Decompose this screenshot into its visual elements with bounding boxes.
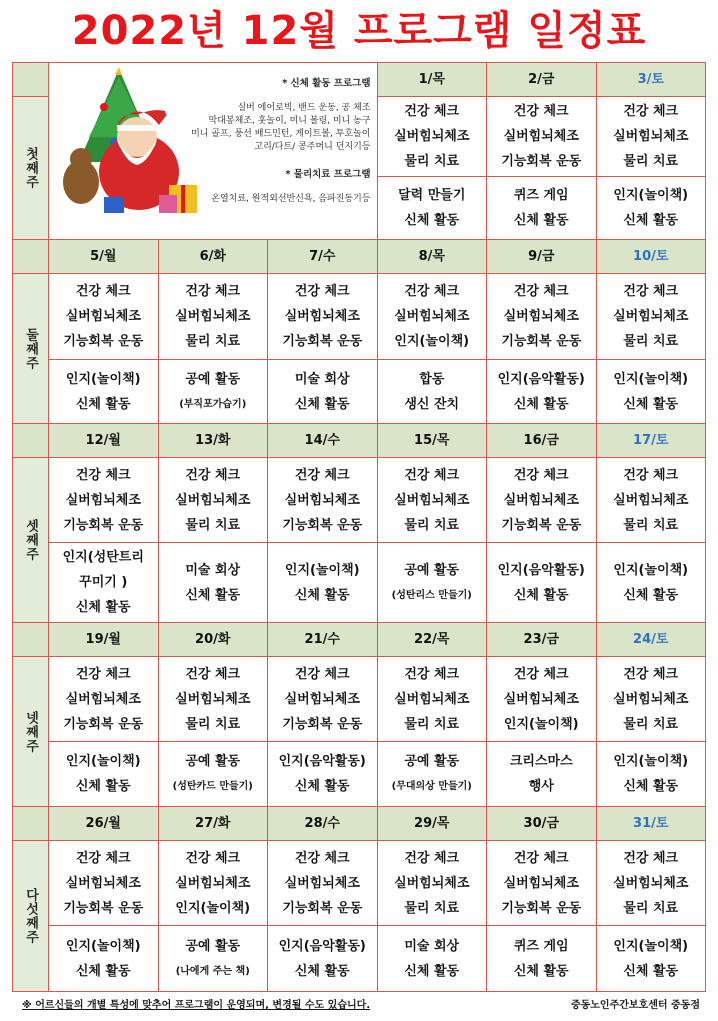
pm-item: 공예 활동	[185, 371, 241, 387]
am-item: 건강 체크	[513, 467, 569, 483]
pm-item: 신체 활동	[75, 600, 131, 615]
am-cell	[377, 657, 487, 742]
am-item: 건강 체크	[75, 467, 131, 483]
am-item: 건강 체크	[75, 666, 131, 682]
pm-item: 달력 만들기	[398, 188, 466, 203]
date-header: 22/목	[377, 623, 487, 657]
pm-item: 공예 활동	[185, 754, 241, 769]
week-label: 첫째주	[13, 97, 49, 240]
pm-cell	[49, 360, 159, 424]
am-cell	[49, 841, 159, 926]
pm-item: 인지(음악활동)	[278, 754, 366, 769]
pm-cell	[596, 177, 706, 240]
pm-cell	[596, 543, 706, 623]
am-cell	[49, 657, 159, 742]
am-item: 실버힘뇌체조	[175, 691, 251, 707]
pm-item: 공예 활동	[185, 938, 241, 954]
am-item: 실버힘뇌체조	[65, 691, 141, 707]
pm-item: (성탄리스 만들기)	[391, 589, 472, 601]
am-item: 실버힘뇌체조	[284, 875, 360, 891]
pm-item: 인지(음악활동)	[497, 371, 585, 387]
pm-cell	[49, 926, 159, 992]
footer-note: ※ 어르신들의 개별 특성에 맞추어 프로그램이 운영되며, 변경될 수도 있습니다.	[22, 1000, 371, 1011]
am-item: 건강 체크	[294, 467, 350, 483]
pm-item: 공예 활동	[404, 562, 460, 578]
date-header: 21/수	[268, 623, 378, 657]
am-item: 건강 체크	[294, 284, 350, 299]
am-item: 건강 체크	[75, 850, 131, 866]
am-item: 실버힘뇌체조	[175, 492, 251, 508]
am-item: 실버힘뇌체조	[613, 875, 689, 891]
am-item: 실버힘뇌체조	[284, 492, 360, 508]
date-header: 7/수	[268, 240, 378, 274]
pm-cell	[268, 926, 378, 992]
am-item: 물리 치료	[185, 334, 241, 349]
pm-item: 신체 활동	[623, 396, 679, 412]
date-header-saturday: 10/토	[596, 240, 706, 274]
pm-item: 인지(놀이책)	[613, 754, 689, 769]
am-item: 실버힘뇌체조	[394, 875, 470, 891]
am-item: 실버힘뇌체조	[284, 309, 360, 324]
am-item: 실버힘뇌체조	[613, 129, 689, 144]
pm-cell	[377, 742, 487, 807]
pm-cell	[158, 926, 268, 992]
am-item: 건강 체크	[404, 666, 460, 682]
date-header: 5/월	[49, 240, 159, 274]
am-item: 기능회복 운동	[501, 154, 582, 169]
am-item: 기능회복 운동	[63, 517, 144, 533]
week-label: 넷째주	[13, 657, 49, 807]
date-header: 29/목	[377, 807, 487, 841]
am-item: 기능회복 운동	[63, 716, 144, 732]
footer-organization: 중동노인주간보호센터 중동점	[570, 1000, 700, 1011]
pm-item: 인지(놀이책)	[613, 562, 689, 578]
pm-item: 신체 활동	[75, 779, 131, 794]
pm-item: 퀴즈 게임	[513, 188, 569, 203]
program-legend	[131, 63, 371, 206]
pm-cell	[377, 543, 487, 623]
date-header: 20/화	[158, 623, 268, 657]
pm-item: 인지(음악활동)	[278, 938, 366, 954]
am-item: 실버힘뇌체조	[503, 691, 579, 707]
am-cell	[377, 458, 487, 543]
am-item: 건강 체크	[623, 666, 679, 682]
am-item: 기능회복 운동	[63, 334, 144, 349]
pm-item: 신체 활동	[294, 963, 350, 979]
pm-cell	[49, 543, 159, 623]
am-item: 건강 체크	[404, 104, 460, 119]
pm-item: 신체 활동	[185, 587, 241, 603]
pm-item: 미술 회상	[185, 562, 241, 578]
am-item: 실버힘뇌체조	[175, 875, 251, 891]
am-item: 건강 체크	[513, 850, 569, 866]
physical-legend-line: 막대봉체조, 훗놀이, 미니 볼링, 미니 농구	[208, 116, 371, 126]
am-item: 건강 체크	[294, 666, 350, 682]
am-item: 실버힘뇌체조	[503, 309, 579, 324]
am-item: 건강 체크	[623, 467, 679, 483]
am-item: 인지(놀이책)	[503, 716, 579, 732]
am-item: 기능회복 운동	[501, 517, 582, 533]
date-header-saturday: 17/토	[596, 424, 706, 458]
am-cell	[158, 458, 268, 543]
am-item: 인지(놀이책)	[175, 900, 251, 916]
date-header: 27/화	[158, 807, 268, 841]
date-header: 1/목	[377, 63, 487, 97]
am-item: 기능회복 운동	[501, 900, 582, 916]
illustration-panel	[49, 63, 378, 240]
pm-item: 인지(놀이책)	[65, 754, 141, 769]
week-header-spacer	[13, 240, 49, 274]
pm-item: 미술 회상	[294, 371, 350, 387]
am-item: 실버힘뇌체조	[65, 875, 141, 891]
am-cell	[377, 841, 487, 926]
week-header-spacer	[13, 424, 49, 458]
physical-legend-line: 미니 골프, 풍선 배드민턴, 게이트볼, 투호놀이	[191, 129, 371, 139]
date-header-saturday: 24/토	[596, 623, 706, 657]
date-header: 12/월	[49, 424, 159, 458]
physical-legend-line: 고리/다트/ 콩주머니 던지기등	[254, 142, 371, 152]
pm-item: 퀴즈 게임	[513, 938, 569, 954]
pm-cell	[377, 360, 487, 424]
pm-item: 신체 활동	[75, 963, 131, 979]
pm-item: 신체 활동	[513, 396, 569, 412]
pm-item: 미술 회상	[404, 938, 460, 954]
date-header: 15/목	[377, 424, 487, 458]
date-header: 6/화	[158, 240, 268, 274]
page-title: 2022년 12월 프로그램 일정표	[71, 8, 647, 54]
week-label: 다섯째주	[13, 841, 49, 992]
pm-item: 신체 활동	[404, 213, 460, 228]
am-item: 건강 체크	[513, 104, 569, 119]
schedule-table	[12, 62, 706, 992]
am-cell	[268, 458, 378, 543]
am-item: 기능회복 운동	[282, 334, 363, 349]
am-item: 실버힘뇌체조	[503, 492, 579, 508]
pm-item: 꾸미기 )	[79, 575, 128, 590]
am-cell	[596, 657, 706, 742]
pm-item: 공예 활동	[404, 754, 460, 769]
week-header-spacer	[13, 63, 49, 97]
pm-item: 행사	[528, 779, 554, 794]
am-cell	[596, 97, 706, 177]
pm-item: 인지(놀이책)	[284, 562, 360, 578]
pm-cell	[596, 360, 706, 424]
week-label: 둘째주	[13, 274, 49, 424]
am-item: 물리 치료	[623, 154, 679, 169]
am-item: 실버힘뇌체조	[175, 309, 251, 324]
pm-item: 신체 활동	[513, 587, 569, 603]
pm-cell	[487, 742, 597, 807]
pm-item: 신체 활동	[294, 396, 350, 412]
pm-item: 신체 활동	[623, 963, 679, 979]
am-cell	[596, 274, 706, 360]
pm-item: (나에게 주는 책)	[175, 965, 250, 977]
date-header: 9/금	[487, 240, 597, 274]
am-item: 물리 치료	[185, 716, 241, 732]
am-cell	[49, 458, 159, 543]
am-item: 건강 체크	[513, 666, 569, 682]
am-item: 건강 체크	[623, 104, 679, 119]
physical-legend-line: 실버 에어로빅, 밴드 운동, 공 체조	[237, 103, 371, 113]
am-item: 기능회복 운동	[63, 900, 144, 916]
am-item: 실버힘뇌체조	[65, 492, 141, 508]
pm-cell	[377, 926, 487, 992]
week-header-spacer	[13, 623, 49, 657]
am-cell	[268, 657, 378, 742]
am-item: 건강 체크	[404, 284, 460, 299]
am-item: 물리 치료	[623, 334, 679, 349]
pm-cell	[487, 177, 597, 240]
pm-item: (성탄카드 만들기)	[172, 781, 253, 792]
am-cell	[487, 274, 597, 360]
am-item: 실버힘뇌체조	[613, 492, 689, 508]
am-item: 건강 체크	[623, 850, 679, 866]
am-item: 실버힘뇌체조	[394, 129, 470, 144]
date-header: 19/월	[49, 623, 159, 657]
week-header-spacer	[13, 807, 49, 841]
am-cell	[49, 274, 159, 360]
pm-item: 신체 활동	[294, 779, 350, 794]
date-header: 23/금	[487, 623, 597, 657]
am-item: 건강 체크	[294, 850, 350, 866]
am-item: 물리 치료	[404, 900, 460, 916]
am-item: 기능회복 운동	[282, 900, 363, 916]
am-item: 건강 체크	[623, 284, 679, 299]
am-item: 건강 체크	[185, 467, 241, 483]
pm-item: 인지(놀이책)	[613, 938, 689, 954]
pm-item: 신체 활동	[513, 963, 569, 979]
am-item: 실버힘뇌체조	[65, 309, 141, 324]
pm-cell	[596, 926, 706, 992]
physical-legend-title: * 신체 활동 프로그램	[282, 78, 371, 89]
am-cell	[487, 657, 597, 742]
am-cell	[158, 657, 268, 742]
am-item: 기능회복 운동	[282, 517, 363, 533]
therapy-legend-line: 온열치료, 원적외선반신욕, 음파진동기등	[211, 194, 371, 204]
pm-cell	[377, 177, 487, 240]
am-cell	[487, 458, 597, 543]
am-item: 물리 치료	[623, 517, 679, 533]
pm-item: (부직포가습기)	[179, 398, 247, 410]
pm-cell	[487, 360, 597, 424]
am-item: 물리 치료	[623, 716, 679, 732]
am-cell	[596, 841, 706, 926]
date-header: 13/화	[158, 424, 268, 458]
pm-item: 크리스마스	[509, 754, 573, 769]
am-item: 건강 체크	[185, 284, 241, 299]
am-item: 물리 치료	[623, 900, 679, 916]
pm-cell	[49, 742, 159, 807]
pm-item: 인지(성탄트리	[62, 550, 144, 565]
am-item: 건강 체크	[185, 850, 241, 866]
date-header: 8/목	[377, 240, 487, 274]
am-cell	[158, 274, 268, 360]
date-header: 28/수	[268, 807, 378, 841]
am-cell	[377, 97, 487, 177]
therapy-legend-title: * 물리치료 프로그램	[285, 169, 371, 180]
pm-cell	[596, 742, 706, 807]
am-item: 인지(놀이책)	[394, 334, 470, 349]
am-item: 물리 치료	[404, 154, 460, 169]
pm-item: 신체 활동	[623, 213, 679, 228]
am-item: 기능회복 운동	[282, 716, 363, 732]
pm-item: 신체 활동	[513, 213, 569, 228]
pm-item: 신체 활동	[294, 587, 350, 603]
am-item: 실버힘뇌체조	[394, 492, 470, 508]
am-cell	[596, 458, 706, 543]
date-header: 16/금	[487, 424, 597, 458]
date-header: 2/금	[487, 63, 597, 97]
am-item: 건강 체크	[513, 284, 569, 299]
am-item: 물리 치료	[404, 716, 460, 732]
am-item: 실버힘뇌체조	[503, 129, 579, 144]
pm-item: 신체 활동	[75, 396, 131, 412]
pm-item: 인지(놀이책)	[65, 371, 141, 387]
pm-cell	[268, 543, 378, 623]
pm-item: 인지(놀이책)	[613, 188, 689, 203]
date-header: 26/월	[49, 807, 159, 841]
pm-item: 신체 활동	[623, 779, 679, 794]
pm-item: 인지(음악활동)	[497, 562, 585, 578]
am-item: 실버힘뇌체조	[394, 309, 470, 324]
pm-cell	[487, 543, 597, 623]
am-cell	[487, 841, 597, 926]
pm-item: 신체 활동	[404, 963, 460, 979]
pm-cell	[158, 360, 268, 424]
am-item: 건강 체크	[404, 467, 460, 483]
am-item: 건강 체크	[75, 284, 131, 299]
am-item: 실버힘뇌체조	[503, 875, 579, 891]
am-cell	[377, 274, 487, 360]
pm-cell	[268, 742, 378, 807]
am-item: 물리 치료	[404, 517, 460, 533]
pm-cell	[158, 742, 268, 807]
pm-cell	[268, 360, 378, 424]
date-header-saturday: 31/토	[596, 807, 706, 841]
am-item: 실버힘뇌체조	[613, 691, 689, 707]
am-item: 물리 치료	[185, 517, 241, 533]
pm-item: (무대의상 만들기)	[391, 781, 472, 792]
am-item: 기능회복 운동	[501, 334, 582, 349]
am-item: 실버힘뇌체조	[284, 691, 360, 707]
pm-item: 신체 활동	[623, 587, 679, 603]
am-cell	[268, 841, 378, 926]
pm-item: 인지(놀이책)	[613, 371, 689, 387]
week-label: 셋째주	[13, 458, 49, 623]
am-item: 건강 체크	[404, 850, 460, 866]
pm-item: 생신 잔치	[404, 396, 460, 412]
am-item: 실버힘뇌체조	[613, 309, 689, 324]
pm-cell	[158, 543, 268, 623]
am-cell	[487, 97, 597, 177]
date-header-saturday: 3/토	[596, 63, 706, 97]
pm-cell	[487, 926, 597, 992]
date-header: 30/금	[487, 807, 597, 841]
am-item: 건강 체크	[185, 666, 241, 682]
date-header: 14/수	[268, 424, 378, 458]
pm-item: 합동	[419, 371, 445, 387]
am-cell	[268, 274, 378, 360]
pm-item: 인지(놀이책)	[65, 938, 141, 954]
am-cell	[158, 841, 268, 926]
am-item: 실버힘뇌체조	[394, 691, 470, 707]
